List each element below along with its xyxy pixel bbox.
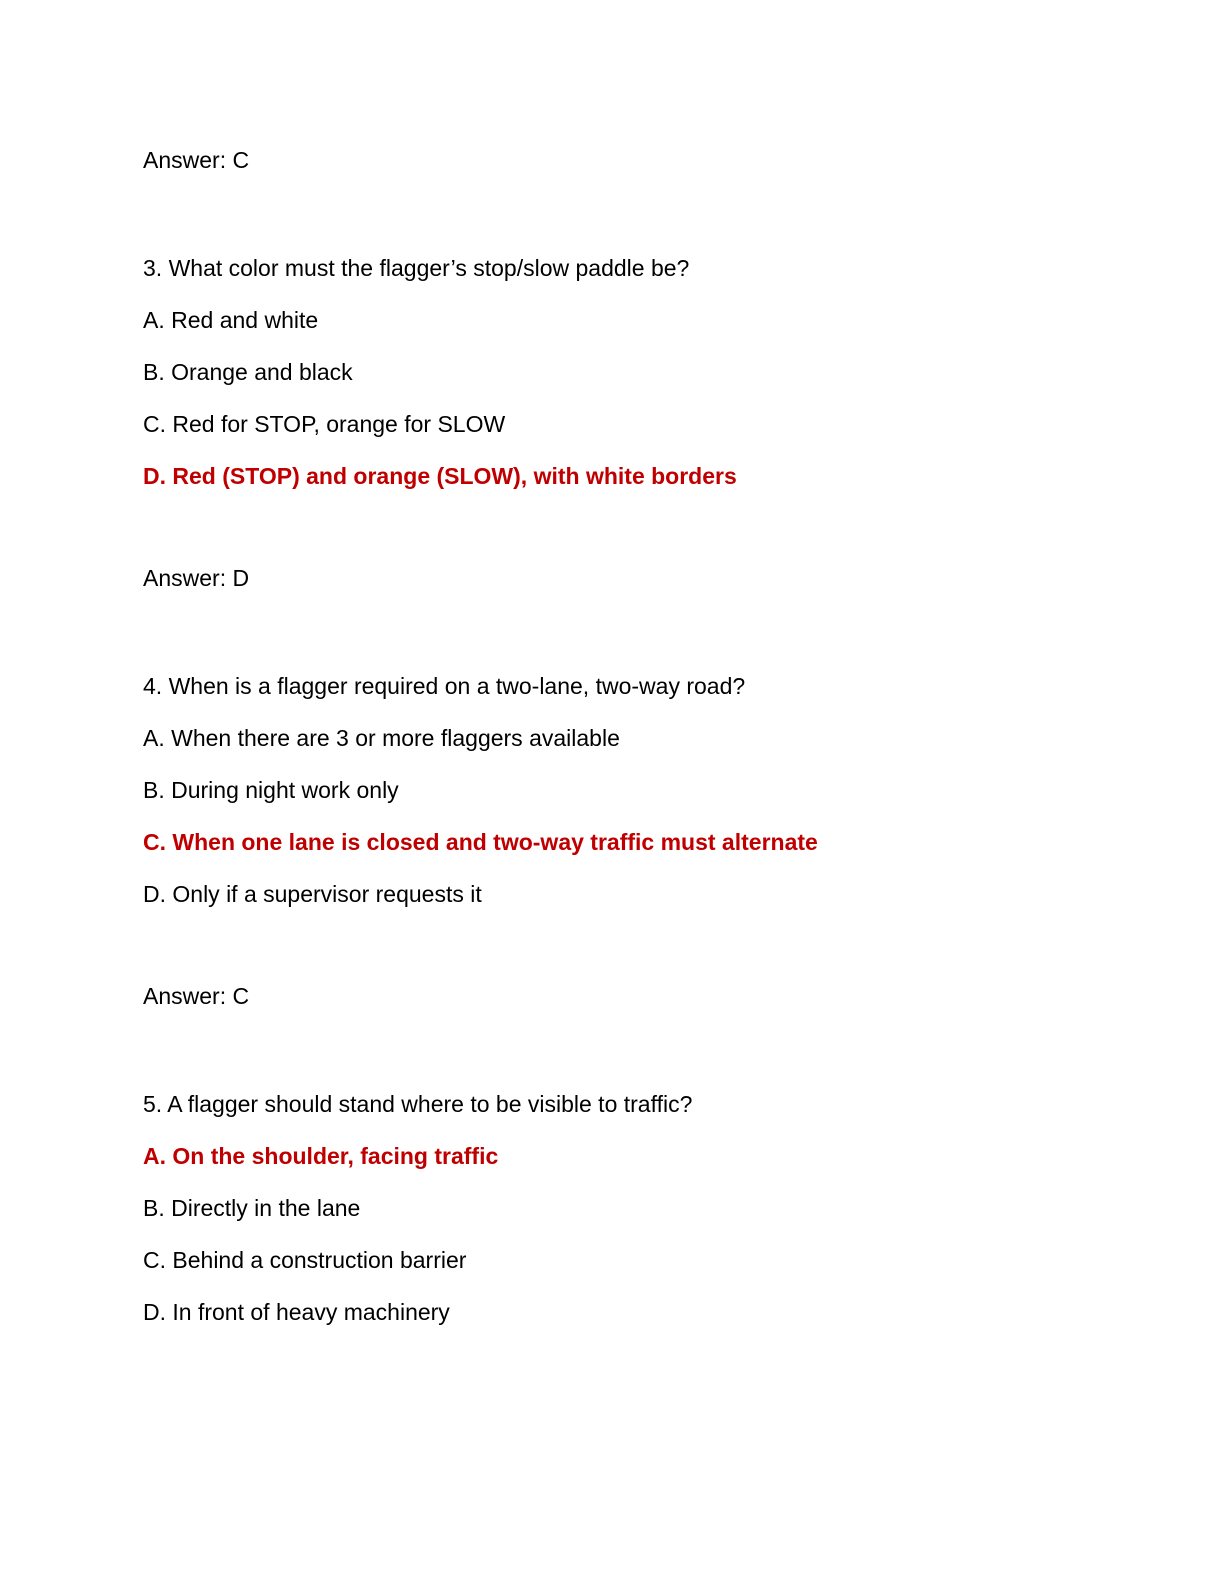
question-text: 4. When is a flagger required on a two-lane, two-way road? — [143, 673, 746, 699]
option-a: A. When there are 3 or more flaggers available — [143, 725, 620, 751]
option-c-highlighted: C. When one lane is closed and two-way traffic must alternate — [143, 829, 818, 855]
option-d: D. Only if a supervisor requests it — [143, 881, 482, 907]
question-text: 5. A flagger should stand where to be visible to traffic? — [143, 1091, 693, 1117]
option-c: C. Red for STOP, orange for SLOW — [143, 411, 506, 437]
answer-line: Answer: C — [143, 147, 250, 173]
option-d-highlighted: D. Red (STOP) and orange (SLOW), with white borders — [143, 463, 737, 489]
option-a-highlighted: A. On the shoulder, facing traffic — [143, 1143, 499, 1169]
option-b: B. During night work only — [143, 777, 399, 803]
question-block-4 — [143, 671, 1104, 1011]
question-block-5 — [143, 1089, 1104, 1327]
option-a: A. Red and white — [143, 307, 319, 333]
question-block-3 — [143, 253, 1104, 593]
answer-line: Answer: C — [143, 983, 250, 1009]
option-b: B. Directly in the lane — [143, 1195, 361, 1221]
question-text: 3. What color must the flagger’s stop/slow paddle be? — [143, 255, 690, 281]
option-c: C. Behind a construction barrier — [143, 1247, 467, 1273]
option-b: B. Orange and black — [143, 359, 353, 385]
option-d: D. In front of heavy machinery — [143, 1299, 450, 1325]
answer-line: Answer: D — [143, 565, 250, 591]
